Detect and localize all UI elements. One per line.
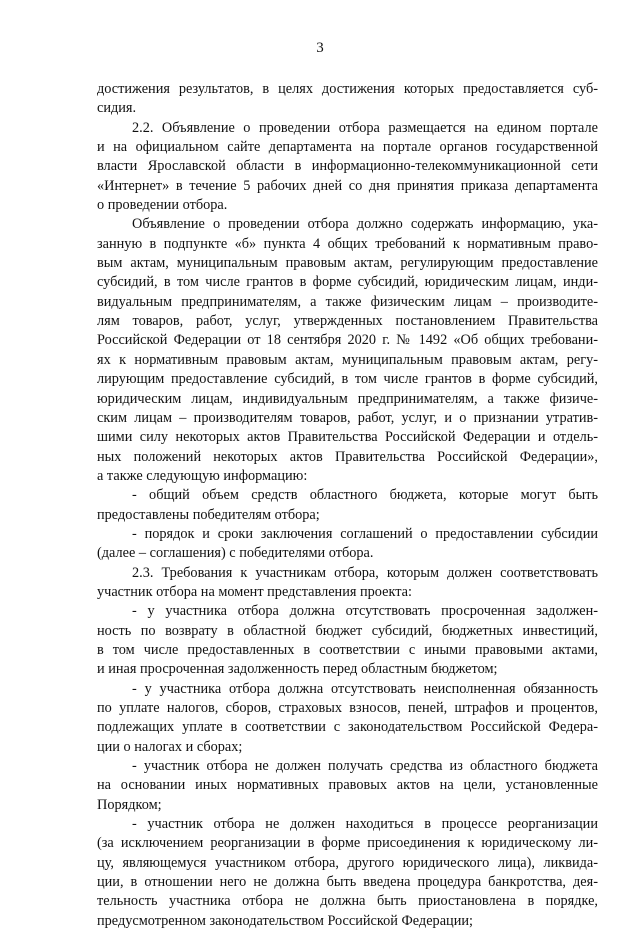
text-line: - у участника отбора должна отсутствовать неисполненная обязанность xyxy=(132,680,598,697)
text-line: тельность участника отбора не должна быть приостановлена в порядке, xyxy=(97,893,598,910)
text-line: Объявление о проведении отбора должно содержать информацию, ука- xyxy=(132,216,598,233)
text-line: - участник отбора не должен получать средства из областного бюджета xyxy=(132,758,598,775)
text-line: по уплате налогов, сборов, страховых взносов, пеней, штрафов и процентов, xyxy=(97,700,598,716)
text-line: о проведении отбора. xyxy=(97,197,228,214)
text-line: участник отбора на момент представления проекта: xyxy=(97,583,412,600)
text-line: вым актам, муниципальным правовым актам, регулирующим предоставление xyxy=(97,255,598,272)
text-line: и на официальном сайте департамента на портале органов государственной xyxy=(97,139,598,156)
text-line: власти Ярославской области в информационно-телекоммуникационной сети xyxy=(97,158,598,175)
text-line: - порядок и сроки заключения соглашений о предоставлении субсидии xyxy=(132,525,598,542)
text-line: (далее – соглашения) с победителями отбора. xyxy=(97,545,374,562)
text-line: юридическим лицам, индивидуальным предпринимателям, а также физиче- xyxy=(97,390,598,407)
text-line: лям товаров, работ, услуг, утвержденных постановлением Правительства xyxy=(97,313,598,330)
text-line: лирующим предоставление субсидий, в том числе грантов в форме субсидий, xyxy=(97,371,598,388)
text-line: Российской Федерации от 18 сентября 2020 г. № 1492 «Об общих требовани- xyxy=(97,332,598,349)
text-line: Порядком; xyxy=(97,796,162,813)
text-line: - участник отбора не должен находиться в процессе реорганизации xyxy=(132,816,598,833)
text-line: цу, являющемуся участником отбора, другого юридического лица), ликвида- xyxy=(97,854,598,871)
text-line: субсидий, в том числе грантов в форме субсидий, юридическим лицам, инди- xyxy=(97,274,598,291)
text-line: 2.2. Объявление о проведении отбора размещается на едином портале xyxy=(132,119,598,136)
text-line: в том числе предоставленных в соответствии с иными правовыми актами, xyxy=(97,641,598,658)
text-line: а также следующую информацию: xyxy=(97,467,308,484)
text-line: видуальным предпринимателям, а также физическим лицам – производите- xyxy=(97,293,598,310)
text-line: и иная просроченная задолженность перед областным бюджетом; xyxy=(97,661,498,678)
text-line: - у участника отбора должна отсутствовать просроченная задолжен- xyxy=(132,603,598,620)
text-line: (за исключением реорганизации в форме присоединения к юридическому ли- xyxy=(97,835,598,852)
text-line: предусмотренном законодательством Российской Федерации; xyxy=(97,912,473,929)
text-line: предоставлены победителям отбора; xyxy=(97,506,320,523)
page-number: 3 xyxy=(316,40,324,56)
text-line: ским лицам – производителям товаров, работ, услуг, и о признании утратив- xyxy=(97,409,598,426)
text-line: занную в подпункте «б» пункта 4 общих требований к нормативным право- xyxy=(97,235,598,252)
text-line: сидия. xyxy=(97,100,137,117)
text-line: 2.3. Требования к участникам отбора, которым должен соответствовать xyxy=(132,564,598,581)
text-line: ции о налогах и сборах; xyxy=(97,738,243,755)
text-line: ных положений некоторых актов Правительства Российской Федерации», xyxy=(97,448,598,465)
document-body xyxy=(97,80,598,931)
text-line: - общий объем средств областного бюджета, которые могут быть xyxy=(132,487,598,504)
text-line: «Интернет» в течение 5 рабочих дней со дня принятия приказа департамента xyxy=(97,177,598,194)
text-line: на основании иных нормативных правовых актов на цели, установленные xyxy=(97,777,598,794)
text-line: ции, в отношении него не должна быть введена процедура банкротства, дея- xyxy=(97,874,598,891)
text-line: шими силу некоторых актов Правительства Российской Федерации и отдель- xyxy=(97,429,598,446)
text-line: достижения результатов, в целях достижения которых предоставляется суб- xyxy=(97,81,598,97)
text-line: ях к нормативным правовым актам, муниципальным правовым актам, регу- xyxy=(97,351,598,368)
text-line: подлежащих уплате в соответствии с законодательством Российской Федера- xyxy=(97,719,598,736)
text-line: ность по возврату в областной бюджет субсидий, бюджетных инвестиций, xyxy=(97,622,598,639)
